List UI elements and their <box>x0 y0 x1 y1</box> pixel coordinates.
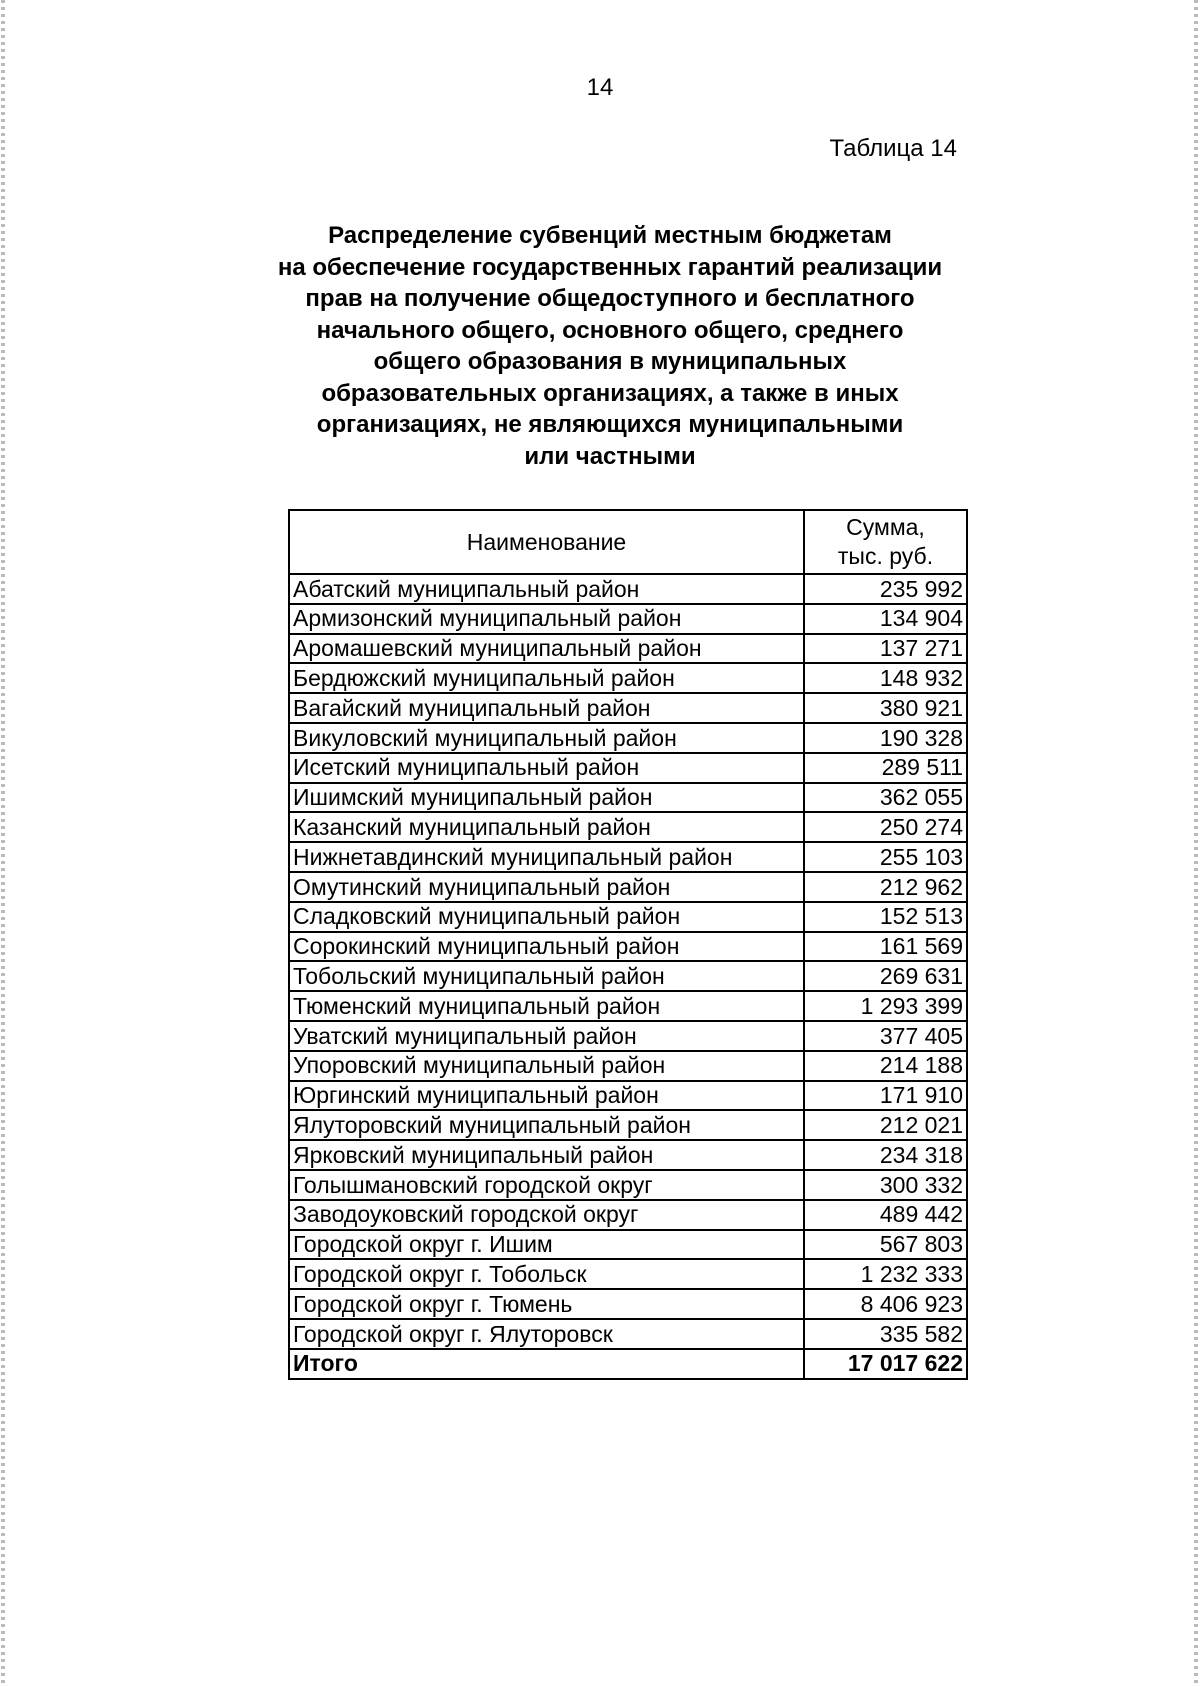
row-sum: 134 904 <box>804 604 967 634</box>
title-line: начального общего, основного общего, среднего <box>316 316 904 344</box>
row-name: Упоровский муниципальный район <box>289 1051 804 1081</box>
row-sum: 269 631 <box>804 961 967 991</box>
table-row <box>289 1170 967 1200</box>
table-row <box>289 663 967 693</box>
row-name: Аромашевский муниципальный район <box>289 634 804 664</box>
table-body <box>289 574 967 1349</box>
title-line: на обеспечение государственных гарантий реализации <box>277 253 943 281</box>
title-line: общего образования в муниципальных <box>373 348 847 375</box>
row-sum: 489 442 <box>804 1200 967 1230</box>
row-sum: 171 910 <box>804 1081 967 1111</box>
table-row <box>289 842 967 872</box>
document-title <box>260 220 960 472</box>
row-sum: 377 405 <box>804 1021 967 1051</box>
table-row <box>289 1140 967 1170</box>
row-sum: 212 962 <box>804 872 967 902</box>
row-name: Исетский муниципальный район <box>289 753 804 783</box>
title-line: организациях, не являющихся муниципальными <box>316 411 904 438</box>
row-sum: 214 188 <box>804 1051 967 1081</box>
table-row <box>289 961 967 991</box>
table-row <box>289 1081 967 1111</box>
table-row <box>289 1200 967 1230</box>
row-sum: 212 021 <box>804 1110 967 1140</box>
table-row <box>289 1259 967 1289</box>
row-sum: 567 803 <box>804 1230 967 1260</box>
table-row <box>289 753 967 783</box>
row-sum: 161 569 <box>804 932 967 962</box>
header-sum-line2: тыс. руб. <box>837 543 934 569</box>
row-sum: 380 921 <box>804 693 967 723</box>
row-name: Юргинский муниципальный район <box>289 1081 804 1111</box>
table-row <box>289 634 967 664</box>
row-name: Городской округ г. Ишим <box>289 1230 804 1260</box>
row-name: Городской округ г. Тобольск <box>289 1259 804 1289</box>
subvention-table <box>288 509 968 1380</box>
row-name: Вагайский муниципальный район <box>289 693 804 723</box>
title-line: или частными <box>524 442 696 470</box>
row-name: Заводоуковский городской округ <box>289 1200 804 1230</box>
table-row <box>289 1051 967 1081</box>
table-row <box>289 693 967 723</box>
row-sum: 1 293 399 <box>804 991 967 1021</box>
row-name: Тюменский муниципальный район <box>289 991 804 1021</box>
row-name: Сладковский муниципальный район <box>289 902 804 932</box>
row-name: Казанский муниципальный район <box>289 812 804 842</box>
header-sum-line1: Сумма, <box>846 514 925 540</box>
table-row <box>289 723 967 753</box>
row-name: Сорокинский муниципальный район <box>289 932 804 962</box>
row-name: Нижнетавдинский муниципальный район <box>289 842 804 872</box>
row-name: Городской округ г. Ялуторовск <box>289 1319 804 1349</box>
table-label: Таблица 14 <box>829 135 957 162</box>
page-number: 14 <box>586 74 614 101</box>
total-label: Итого <box>289 1349 804 1379</box>
row-sum: 255 103 <box>804 842 967 872</box>
row-name: Армизонский муниципальный район <box>289 604 804 634</box>
row-sum: 137 271 <box>804 634 967 664</box>
title-line: образовательных организациях, а также в иных <box>321 379 899 407</box>
table-row <box>289 932 967 962</box>
row-name: Омутинский муниципальный район <box>289 872 804 902</box>
title-line: прав на получение общедоступного и бесплатного <box>305 285 915 312</box>
table-header-row <box>289 510 967 574</box>
row-name: Тобольский муниципальный район <box>289 961 804 991</box>
table-row <box>289 574 967 604</box>
row-sum: 362 055 <box>804 783 967 813</box>
row-sum: 250 274 <box>804 812 967 842</box>
header-sum <box>804 510 967 574</box>
table-row <box>289 1319 967 1349</box>
row-sum: 289 511 <box>804 753 967 783</box>
header-name: Наименование <box>289 510 804 574</box>
row-sum: 235 992 <box>804 574 967 604</box>
table-row <box>289 991 967 1021</box>
table-row <box>289 783 967 813</box>
title-line: Распределение субвенций местным бюджетам <box>328 222 892 249</box>
row-name: Уватский муниципальный район <box>289 1021 804 1051</box>
row-name: Бердюжский муниципальный район <box>289 663 804 693</box>
scan-edge-right <box>1194 0 1198 1686</box>
row-sum: 1 232 333 <box>804 1259 967 1289</box>
table-row <box>289 902 967 932</box>
row-sum: 8 406 923 <box>804 1289 967 1319</box>
total-sum: 17 017 622 <box>804 1349 967 1379</box>
table-row <box>289 872 967 902</box>
row-sum: 190 328 <box>804 723 967 753</box>
row-name: Голышмановский городской округ <box>289 1170 804 1200</box>
row-sum: 300 332 <box>804 1170 967 1200</box>
table-row <box>289 812 967 842</box>
row-name: Ишимский муниципальный район <box>289 783 804 813</box>
row-name: Ялуторовский муниципальный район <box>289 1110 804 1140</box>
table-row <box>289 604 967 634</box>
total-row <box>289 1349 967 1379</box>
row-sum: 234 318 <box>804 1140 967 1170</box>
table-row <box>289 1110 967 1140</box>
scan-edge-left <box>1 0 5 1686</box>
row-name: Абатский муниципальный район <box>289 574 804 604</box>
row-sum: 148 932 <box>804 663 967 693</box>
row-name: Городской округ г. Тюмень <box>289 1289 804 1319</box>
table-row <box>289 1021 967 1051</box>
row-sum: 152 513 <box>804 902 967 932</box>
table-row <box>289 1230 967 1260</box>
row-name: Ярковский муниципальный район <box>289 1140 804 1170</box>
row-sum: 335 582 <box>804 1319 967 1349</box>
row-name: Викуловский муниципальный район <box>289 723 804 753</box>
table-row <box>289 1289 967 1319</box>
